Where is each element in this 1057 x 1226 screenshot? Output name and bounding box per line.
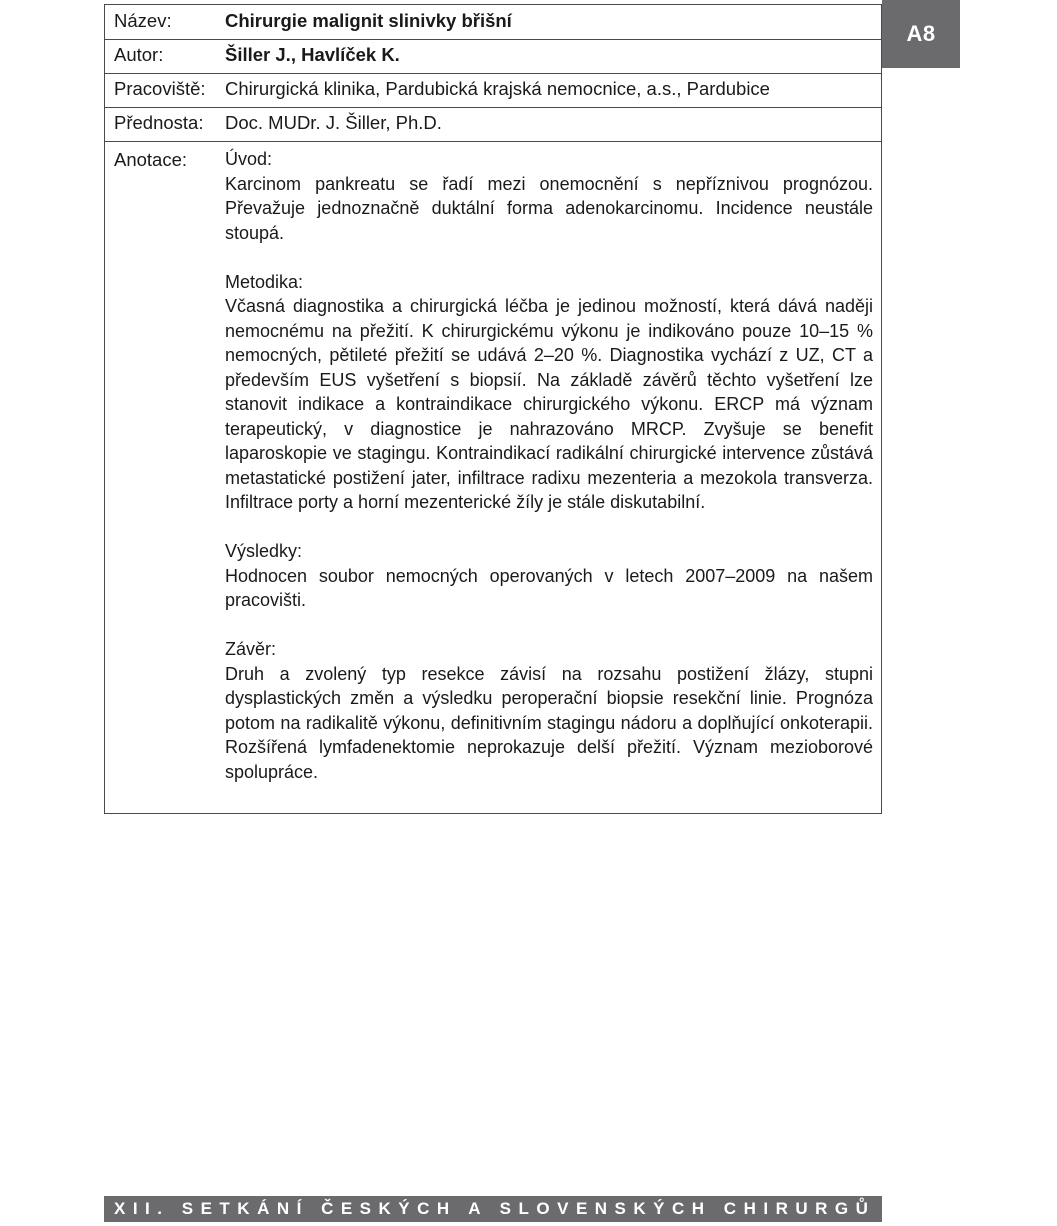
section-text: Karcinom pankreatu se řadí mezi onemocnění s nepříznivou prognózou. Převažuje jednoznačně duktální forma adenokarcinomu. Incidence neustále stoupá.: [225, 173, 873, 243]
author-label: Autor:: [114, 44, 164, 65]
section-text: Druh a zvolený typ resekce závisí na rozsahu postižení žlázy, stupni dysplastických změn a výsledku peroperační biopsie resekční linie. Prognóza potom na radikalitě výkonu, definitivním stagingu nádoru a doplňující onkoterapii. Rozšířená lymfadenektomie neprokazuje delší přežití. Význam mezioborové spolupráce.: [225, 663, 873, 782]
head-value: Doc. MUDr. J. Šiller, Ph.D.: [225, 112, 442, 133]
section-heading: Úvod:: [225, 149, 273, 169]
title-label: Název:: [114, 10, 172, 31]
section-heading: Výsledky:: [225, 541, 303, 561]
title-value: Chirurgie malignit slinivky břišní: [225, 10, 512, 31]
section-heading: Závěr:: [225, 639, 277, 659]
department-row: [105, 73, 881, 108]
abstract-frame: [104, 4, 882, 814]
head-row: [105, 107, 881, 142]
author-row: [105, 39, 881, 74]
conference-footer: XII. SETKÁNÍ ČESKÝCH A SLOVENSKÝCH CHIRURGŮ NA MORAVĚ: [104, 1196, 882, 1222]
title-row: [105, 5, 881, 40]
section-text: Hodnocen soubor nemocných operovaných v letech 2007–2009 na našem pracovišti.: [225, 565, 873, 610]
annotation-label: Anotace:: [114, 149, 188, 170]
head-label: Přednosta:: [114, 112, 204, 133]
section-text: Včasná diagnostika a chirurgická léčba je jedinou možností, která dává naději nemocnému na přežití. K chirurgickému výkonu je indikováno pouze 10–15 % nemocných, pětileté přežití se udává 2–20 %. Diagnostika vychází z UZ, CT a především EUS vyšetření s biopsií. Na základě závěrů těchto vyšetření lze stanovit indikace a kontraindikace chirurgického výkonu. ERCP má význam terapeutický, v diagnostice je nahrazováno MRCP. Zvyšuje se benefit laparoskopie ve stagingu. Kontraindikací radikální chirurgické intervence zůstává metastatické postižení jater, infiltrace radixu mezenteria a mezokola transverza. Infiltrace porty a horní mezenterické žíly je stále diskutabilní.: [225, 296, 873, 512]
section-intro: [225, 147, 873, 245]
department-label: Pracoviště:: [114, 78, 206, 99]
department-value: Chirurgická klinika, Pardubická krajská nemocnice, a.s., Pardubice: [225, 78, 770, 99]
section-methods: [225, 270, 873, 515]
section-results: [225, 539, 873, 613]
section-conclusion: [225, 637, 873, 784]
section-heading: Metodika:: [225, 271, 304, 292]
annotation-body: [225, 147, 873, 784]
page-number-tab: A8: [882, 0, 960, 68]
author-value: Šiller J., Havlíček K.: [225, 44, 400, 65]
